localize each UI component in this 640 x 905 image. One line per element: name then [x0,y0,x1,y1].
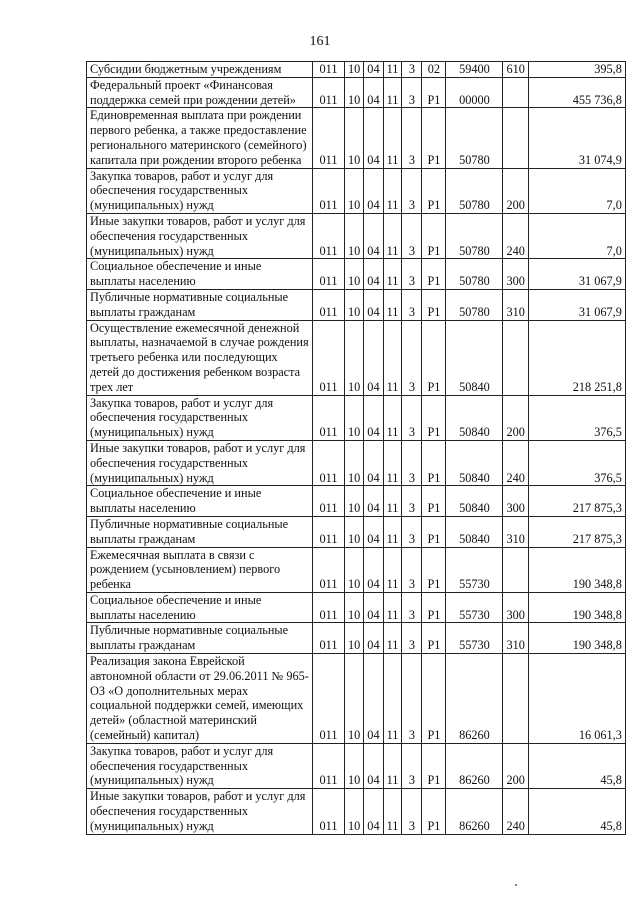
row-name-cell: Закупка товаров, работ и услуг для обеспечения государственных (муниципальных) нужд [87,168,313,213]
amount-cell: 45,8 [528,789,625,834]
amount-cell: 376,5 [528,440,625,485]
project-code-cell: P1 [422,168,446,213]
subprogram-code-cell: 3 [402,592,422,623]
section-code-cell: 10 [345,213,364,258]
direction-code-cell: 50840 [446,320,503,395]
subprogram-code-cell: 3 [402,289,422,320]
direction-code-cell: 50840 [446,440,503,485]
program-code-cell: 11 [383,592,402,623]
direction-code-cell: 86260 [446,743,503,788]
subsection-code-cell: 04 [364,789,383,834]
amount-cell: 7,0 [528,168,625,213]
ministry-code-cell: 011 [313,789,345,834]
program-code-cell: 11 [383,789,402,834]
row-name-cell: Закупка товаров, работ и услуг для обеспечения государственных (муниципальных) нужд [87,395,313,440]
direction-code-cell: 86260 [446,789,503,834]
subsection-code-cell: 04 [364,623,383,654]
amount-cell: 190 348,8 [528,623,625,654]
table-row [87,62,626,78]
amount-cell: 217 875,3 [528,516,625,547]
program-code-cell: 11 [383,320,402,395]
row-name-cell: Субсидии бюджетным учреждениям [87,62,313,78]
subsection-code-cell: 04 [364,108,383,168]
direction-code-cell: 50840 [446,516,503,547]
table-row [87,77,626,108]
project-code-cell: P1 [422,213,446,258]
table-row [87,108,626,168]
direction-code-cell: 55730 [446,592,503,623]
project-code-cell: P1 [422,440,446,485]
section-code-cell: 10 [345,62,364,78]
subprogram-code-cell: 3 [402,516,422,547]
project-code-cell: P1 [422,395,446,440]
subprogram-code-cell: 3 [402,259,422,290]
section-code-cell: 10 [345,108,364,168]
table-row [87,743,626,788]
expense-type-code-cell: 300 [503,592,528,623]
direction-code-cell: 50840 [446,395,503,440]
subprogram-code-cell: 3 [402,623,422,654]
ministry-code-cell: 011 [313,62,345,78]
program-code-cell: 11 [383,289,402,320]
section-code-cell: 10 [345,289,364,320]
program-code-cell: 11 [383,77,402,108]
amount-cell: 7,0 [528,213,625,258]
ministry-code-cell: 011 [313,654,345,744]
amount-cell: 218 251,8 [528,320,625,395]
table-row [87,516,626,547]
program-code-cell: 11 [383,213,402,258]
table-row [87,789,626,834]
direction-code-cell: 50780 [446,213,503,258]
ministry-code-cell: 011 [313,516,345,547]
expense-type-code-cell: 310 [503,516,528,547]
direction-code-cell: 55730 [446,623,503,654]
project-code-cell: P1 [422,547,446,592]
amount-cell: 31 067,9 [528,259,625,290]
ministry-code-cell: 011 [313,320,345,395]
amount-cell: 31 067,9 [528,289,625,320]
amount-cell: 16 061,3 [528,654,625,744]
table-row [87,654,626,744]
row-name-cell: Социальное обеспечение и иные выплаты населению [87,259,313,290]
section-code-cell: 10 [345,486,364,517]
subsection-code-cell: 04 [364,743,383,788]
program-code-cell: 11 [383,547,402,592]
expense-type-code-cell: 300 [503,486,528,517]
project-code-cell: P1 [422,592,446,623]
budget-table [86,61,626,835]
subprogram-code-cell: 3 [402,395,422,440]
expense-type-code-cell: 200 [503,743,528,788]
subsection-code-cell: 04 [364,259,383,290]
amount-cell: 31 074,9 [528,108,625,168]
amount-cell: 45,8 [528,743,625,788]
subprogram-code-cell: 3 [402,168,422,213]
program-code-cell: 11 [383,486,402,517]
ministry-code-cell: 011 [313,486,345,517]
row-name-cell: Иные закупки товаров, работ и услуг для обеспечения государственных (муниципальных) нужд [87,440,313,485]
project-code-cell: P1 [422,486,446,517]
subsection-code-cell: 04 [364,592,383,623]
table-row [87,440,626,485]
expense-type-code-cell: 300 [503,259,528,290]
row-name-cell: Публичные нормативные социальные выплаты гражданам [87,289,313,320]
section-code-cell: 10 [345,168,364,213]
row-name-cell: Закупка товаров, работ и услуг для обеспечения государственных (муниципальных) нужд [87,743,313,788]
subsection-code-cell: 04 [364,213,383,258]
ministry-code-cell: 011 [313,77,345,108]
program-code-cell: 11 [383,108,402,168]
ministry-code-cell: 011 [313,547,345,592]
expense-type-code-cell [503,108,528,168]
row-name-cell: Единовременная выплата при рождении первого ребенка, а также предоставление регионального материнского (семейного) капитала при рождении второго ребенка [87,108,313,168]
subsection-code-cell: 04 [364,168,383,213]
subsection-code-cell: 04 [364,289,383,320]
table-row [87,213,626,258]
program-code-cell: 11 [383,395,402,440]
ministry-code-cell: 011 [313,259,345,290]
expense-type-code-cell: 610 [503,62,528,78]
subsection-code-cell: 04 [364,320,383,395]
direction-code-cell: 55730 [446,547,503,592]
subprogram-code-cell: 3 [402,789,422,834]
program-code-cell: 11 [383,440,402,485]
expense-type-code-cell: 310 [503,289,528,320]
subsection-code-cell: 04 [364,654,383,744]
section-code-cell: 10 [345,743,364,788]
direction-code-cell: 59400 [446,62,503,78]
expense-type-code-cell: 200 [503,395,528,440]
subprogram-code-cell: 3 [402,108,422,168]
direction-code-cell: 50780 [446,259,503,290]
table-row [87,592,626,623]
expense-type-code-cell [503,77,528,108]
direction-code-cell: 50780 [446,168,503,213]
table-row [87,395,626,440]
program-code-cell: 11 [383,516,402,547]
direction-code-cell: 50780 [446,108,503,168]
project-code-cell: 02 [422,62,446,78]
row-name-cell: Федеральный проект «Финансовая поддержка семей при рождении детей» [87,77,313,108]
expense-type-code-cell: 240 [503,440,528,485]
project-code-cell: P1 [422,743,446,788]
program-code-cell: 11 [383,168,402,213]
amount-cell: 455 736,8 [528,77,625,108]
row-name-cell: Реализация закона Еврейской автономной области от 29.06.2011 № 965-ОЗ «О дополнительных мерах социальной поддержки семей, имеющих детей» (областной материнский (семейный) капитал) [87,654,313,744]
subprogram-code-cell: 3 [402,62,422,78]
section-code-cell: 10 [345,395,364,440]
section-code-cell: 10 [345,547,364,592]
row-name-cell: Социальное обеспечение и иные выплаты населению [87,592,313,623]
expense-type-code-cell [503,547,528,592]
ministry-code-cell: 011 [313,743,345,788]
expense-type-code-cell: 240 [503,213,528,258]
table-row [87,547,626,592]
table-row [87,168,626,213]
table-row [87,289,626,320]
direction-code-cell: 00000 [446,77,503,108]
amount-cell: 217 875,3 [528,486,625,517]
subsection-code-cell: 04 [364,440,383,485]
section-code-cell: 10 [345,440,364,485]
section-code-cell: 10 [345,77,364,108]
subsection-code-cell: 04 [364,395,383,440]
amount-cell: 395,8 [528,62,625,78]
expense-type-code-cell: 310 [503,623,528,654]
section-code-cell: 10 [345,259,364,290]
subprogram-code-cell: 3 [402,547,422,592]
amount-cell: 376,5 [528,395,625,440]
subprogram-code-cell: 3 [402,654,422,744]
table-row [87,259,626,290]
row-name-cell: Иные закупки товаров, работ и услуг для обеспечения государственных (муниципальных) нужд [87,789,313,834]
section-code-cell: 10 [345,516,364,547]
subprogram-code-cell: 3 [402,486,422,517]
table-row [87,320,626,395]
subsection-code-cell: 04 [364,547,383,592]
section-code-cell: 10 [345,592,364,623]
ministry-code-cell: 011 [313,108,345,168]
amount-cell: 190 348,8 [528,592,625,623]
project-code-cell: P1 [422,623,446,654]
row-name-cell: Ежемесячная выплата в связи с рождением (усыновлением) первого ребенка [87,547,313,592]
section-code-cell: 10 [345,654,364,744]
row-name-cell: Публичные нормативные социальные выплаты гражданам [87,516,313,547]
section-code-cell: 10 [345,789,364,834]
subsection-code-cell: 04 [364,77,383,108]
section-code-cell: 10 [345,623,364,654]
subprogram-code-cell: 3 [402,77,422,108]
section-code-cell: 10 [345,320,364,395]
expense-type-code-cell [503,654,528,744]
project-code-cell: P1 [422,789,446,834]
subsection-code-cell: 04 [364,486,383,517]
project-code-cell: P1 [422,77,446,108]
page-number: 161 [309,34,331,49]
project-code-cell: P1 [422,108,446,168]
ministry-code-cell: 011 [313,623,345,654]
project-code-cell: P1 [422,259,446,290]
project-code-cell: P1 [422,654,446,744]
subprogram-code-cell: 3 [402,743,422,788]
program-code-cell: 11 [383,623,402,654]
scan-speck [515,884,517,886]
ministry-code-cell: 011 [313,440,345,485]
subprogram-code-cell: 3 [402,440,422,485]
row-name-cell: Публичные нормативные социальные выплаты гражданам [87,623,313,654]
table-row [87,623,626,654]
ministry-code-cell: 011 [313,592,345,623]
program-code-cell: 11 [383,654,402,744]
subsection-code-cell: 04 [364,62,383,78]
program-code-cell: 11 [383,62,402,78]
project-code-cell: P1 [422,320,446,395]
subprogram-code-cell: 3 [402,320,422,395]
ministry-code-cell: 011 [313,168,345,213]
ministry-code-cell: 011 [313,289,345,320]
subprogram-code-cell: 3 [402,213,422,258]
program-code-cell: 11 [383,259,402,290]
row-name-cell: Осуществление ежемесячной денежной выплаты, назначаемой в случае рождения третьего ребенка или последующих детей до достижения ребенком возраста трех лет [87,320,313,395]
direction-code-cell: 50780 [446,289,503,320]
expense-type-code-cell [503,320,528,395]
project-code-cell: P1 [422,289,446,320]
table-row [87,486,626,517]
project-code-cell: P1 [422,516,446,547]
program-code-cell: 11 [383,743,402,788]
ministry-code-cell: 011 [313,395,345,440]
subsection-code-cell: 04 [364,516,383,547]
expense-type-code-cell: 200 [503,168,528,213]
direction-code-cell: 86260 [446,654,503,744]
direction-code-cell: 50840 [446,486,503,517]
row-name-cell: Социальное обеспечение и иные выплаты населению [87,486,313,517]
row-name-cell: Иные закупки товаров, работ и услуг для обеспечения государственных (муниципальных) нужд [87,213,313,258]
ministry-code-cell: 011 [313,213,345,258]
amount-cell: 190 348,8 [528,547,625,592]
expense-type-code-cell: 240 [503,789,528,834]
